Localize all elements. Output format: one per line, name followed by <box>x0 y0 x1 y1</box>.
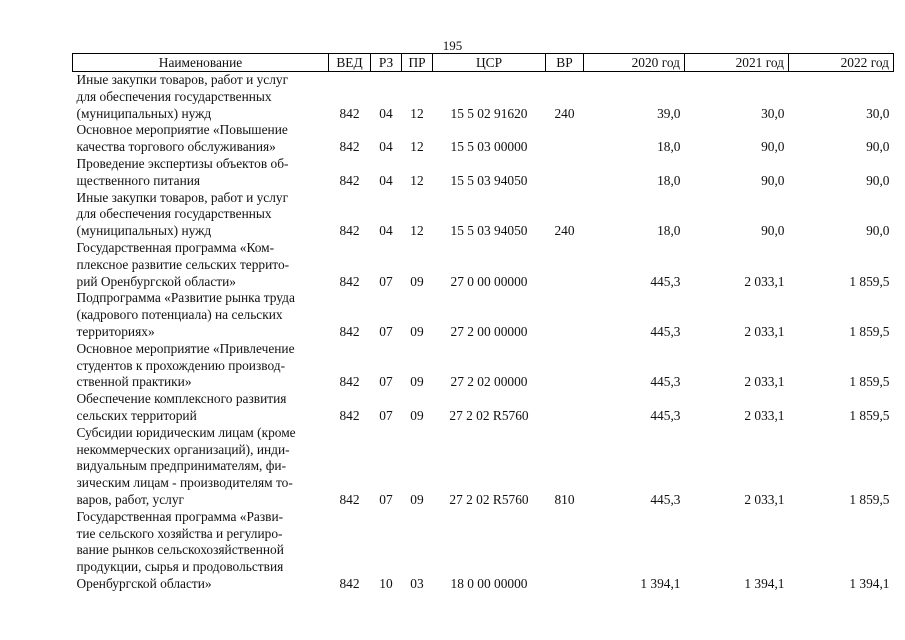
table-row <box>73 341 894 391</box>
table-row <box>73 509 894 593</box>
item-name-line: Государственная программа «Разви- <box>76 508 284 524</box>
value-2022-cell: 1 394,1 <box>849 575 890 591</box>
vr-cell <box>546 156 584 190</box>
item-name-line: Государственная программа «Ком- <box>76 239 275 255</box>
rz-cell: 07 <box>379 323 393 339</box>
vr-cell <box>546 122 584 156</box>
table-row <box>73 391 894 425</box>
value-2020-cell: 445,3 <box>650 374 681 390</box>
item-name-line: (кадрового потенциала) на сельских <box>76 307 283 323</box>
value-2022-cell: 1 859,5 <box>849 407 890 423</box>
ved-cell: 842 <box>339 273 360 289</box>
item-name-line: (муниципальных) нужд <box>76 223 212 239</box>
item-name-line: сельских территорий <box>76 407 197 423</box>
value-2022-cell: 90,0 <box>866 139 890 155</box>
item-name-cell <box>73 72 329 123</box>
value-2020-cell: 18,0 <box>657 172 681 188</box>
value-2022-cell: 30,0 <box>866 105 890 121</box>
pr-cell: 09 <box>410 491 424 507</box>
csr-cell: 15 5 02 91620 <box>450 105 528 121</box>
ved-cell: 842 <box>339 575 360 591</box>
value-2020-cell: 1 394,1 <box>640 575 681 591</box>
item-name-line: ственной практики» <box>76 374 192 390</box>
value-2020-cell: 39,0 <box>657 105 681 121</box>
vr-cell <box>546 509 584 593</box>
item-name-line: для обеспечения государственных <box>76 206 272 222</box>
item-name-line: Подпрограмма «Развитие рынка труда <box>76 290 295 306</box>
ved-cell: 842 <box>339 223 360 239</box>
item-name-line: продукции, сырья и продовольствия <box>76 559 284 575</box>
table-row <box>73 190 894 240</box>
pr-cell: 09 <box>410 407 424 423</box>
vr-cell <box>546 341 584 391</box>
header-ved: ВЕД <box>329 54 371 72</box>
ved-cell: 842 <box>339 105 360 121</box>
rz-cell: 10 <box>379 575 393 591</box>
pr-cell: 03 <box>410 575 424 591</box>
value-2022-cell: 90,0 <box>866 223 890 239</box>
ved-cell: 842 <box>339 139 360 155</box>
vr-cell <box>546 391 584 425</box>
rz-cell: 07 <box>379 374 393 390</box>
value-2020-cell: 445,3 <box>650 273 681 289</box>
header-vr: ВР <box>546 54 584 72</box>
table-row <box>73 240 894 290</box>
item-name-cell <box>73 240 329 290</box>
pr-cell: 12 <box>410 223 424 239</box>
header-pr: ПР <box>402 54 433 72</box>
item-name-cell <box>73 391 329 425</box>
item-name-cell <box>73 122 329 156</box>
item-name-line: вание рынков сельскохозяйственной <box>76 542 284 558</box>
ved-cell: 842 <box>339 491 360 507</box>
pr-cell: 12 <box>410 105 424 121</box>
item-name-line: территориях» <box>76 323 155 339</box>
header-csr: ЦСР <box>433 54 546 72</box>
rz-cell: 04 <box>379 139 393 155</box>
budget-table <box>72 53 894 593</box>
ved-cell: 842 <box>339 172 360 188</box>
table-row <box>73 425 894 509</box>
csr-cell: 27 2 02 R5760 <box>449 407 529 423</box>
item-name-line: тие сельского хозяйства и регулиро- <box>76 525 283 541</box>
item-name-line: качества торгового обслуживания» <box>76 139 276 155</box>
item-name-cell <box>73 156 329 190</box>
item-name-line: щественного питания <box>76 172 201 188</box>
rz-cell: 04 <box>379 105 393 121</box>
value-2020-cell: 445,3 <box>650 323 681 339</box>
pr-cell: 09 <box>410 374 424 390</box>
rz-cell: 04 <box>379 223 393 239</box>
item-name-line: рий Оренбургской области» <box>76 273 236 289</box>
item-name-line: Проведение экспертизы объектов об- <box>76 155 289 171</box>
item-name-cell <box>73 509 329 593</box>
value-2021-cell: 90,0 <box>761 172 785 188</box>
header-2022: 2022 год <box>789 54 894 72</box>
vr-cell: 240 <box>554 223 575 239</box>
csr-cell: 27 2 00 00000 <box>450 323 528 339</box>
item-name-cell <box>73 341 329 391</box>
item-name-line: Иные закупки товаров, работ и услуг <box>76 189 289 205</box>
ved-cell: 842 <box>339 374 360 390</box>
rz-cell: 07 <box>379 491 393 507</box>
item-name-line: видуальным предпринимателям, фи- <box>76 458 287 474</box>
table-body <box>73 72 894 593</box>
item-name-line: Иные закупки товаров, работ и услуг <box>76 72 289 87</box>
csr-cell: 15 5 03 94050 <box>450 172 528 188</box>
value-2022-cell: 1 859,5 <box>849 273 890 289</box>
value-2022-cell: 90,0 <box>866 172 890 188</box>
ved-cell: 842 <box>339 323 360 339</box>
header-rz: РЗ <box>371 54 402 72</box>
item-name-cell <box>73 425 329 509</box>
table-row <box>73 290 894 340</box>
value-2021-cell: 90,0 <box>761 223 785 239</box>
vr-cell <box>546 240 584 290</box>
value-2021-cell: 2 033,1 <box>744 273 785 289</box>
item-name-line: зическим лицам - производителям то- <box>76 475 293 491</box>
value-2020-cell: 445,3 <box>650 491 681 507</box>
header-2021: 2021 год <box>685 54 789 72</box>
csr-cell: 18 0 00 00000 <box>450 575 528 591</box>
item-name-line: варов, работ, услуг <box>76 491 185 507</box>
header-name: Наименование <box>73 54 329 72</box>
item-name-line: Основное мероприятие «Повышение <box>76 122 288 138</box>
table-row <box>73 122 894 156</box>
vr-cell: 810 <box>554 491 575 507</box>
csr-cell: 27 2 02 R5760 <box>449 491 529 507</box>
item-name-line: студентов к прохождению производ- <box>76 357 286 373</box>
pr-cell: 09 <box>410 273 424 289</box>
csr-cell: 15 5 03 94050 <box>450 223 528 239</box>
rz-cell: 07 <box>379 407 393 423</box>
value-2020-cell: 18,0 <box>657 139 681 155</box>
value-2022-cell: 1 859,5 <box>849 374 890 390</box>
value-2022-cell: 1 859,5 <box>849 491 890 507</box>
table-row <box>73 156 894 190</box>
item-name-line: Субсидии юридическим лицам (кроме <box>76 424 296 440</box>
value-2021-cell: 2 033,1 <box>744 323 785 339</box>
value-2021-cell: 2 033,1 <box>744 491 785 507</box>
pr-cell: 12 <box>410 172 424 188</box>
item-name-line: некоммерческих организаций), инди- <box>76 441 290 457</box>
item-name-line: (муниципальных) нужд <box>76 105 212 121</box>
rz-cell: 07 <box>379 273 393 289</box>
item-name-line: плексное развитие сельских террито- <box>76 256 290 272</box>
item-name-line: Обеспечение комплексного развития <box>76 391 287 407</box>
value-2020-cell: 445,3 <box>650 407 681 423</box>
item-name-line: для обеспечения государственных <box>76 88 272 104</box>
value-2021-cell: 2 033,1 <box>744 407 785 423</box>
header-2020: 2020 год <box>584 54 685 72</box>
value-2021-cell: 30,0 <box>761 105 785 121</box>
header-row <box>73 54 894 72</box>
vr-cell <box>546 290 584 340</box>
value-2021-cell: 1 394,1 <box>744 575 785 591</box>
item-name-cell <box>73 290 329 340</box>
csr-cell: 27 0 00 00000 <box>450 273 528 289</box>
pr-cell: 09 <box>410 323 424 339</box>
csr-cell: 15 5 03 00000 <box>450 139 528 155</box>
table-row <box>73 72 894 123</box>
item-name-cell <box>73 190 329 240</box>
item-name-line: Оренбургской области» <box>76 575 212 591</box>
ved-cell: 842 <box>339 407 360 423</box>
value-2021-cell: 2 033,1 <box>744 374 785 390</box>
pr-cell: 12 <box>410 139 424 155</box>
page-number: 195 <box>442 38 463 53</box>
vr-cell: 240 <box>554 105 575 121</box>
value-2021-cell: 90,0 <box>761 139 785 155</box>
item-name-line: Основное мероприятие «Привлечение <box>76 340 295 356</box>
csr-cell: 27 2 02 00000 <box>450 374 528 390</box>
rz-cell: 04 <box>379 172 393 188</box>
value-2022-cell: 1 859,5 <box>849 323 890 339</box>
value-2020-cell: 18,0 <box>657 223 681 239</box>
